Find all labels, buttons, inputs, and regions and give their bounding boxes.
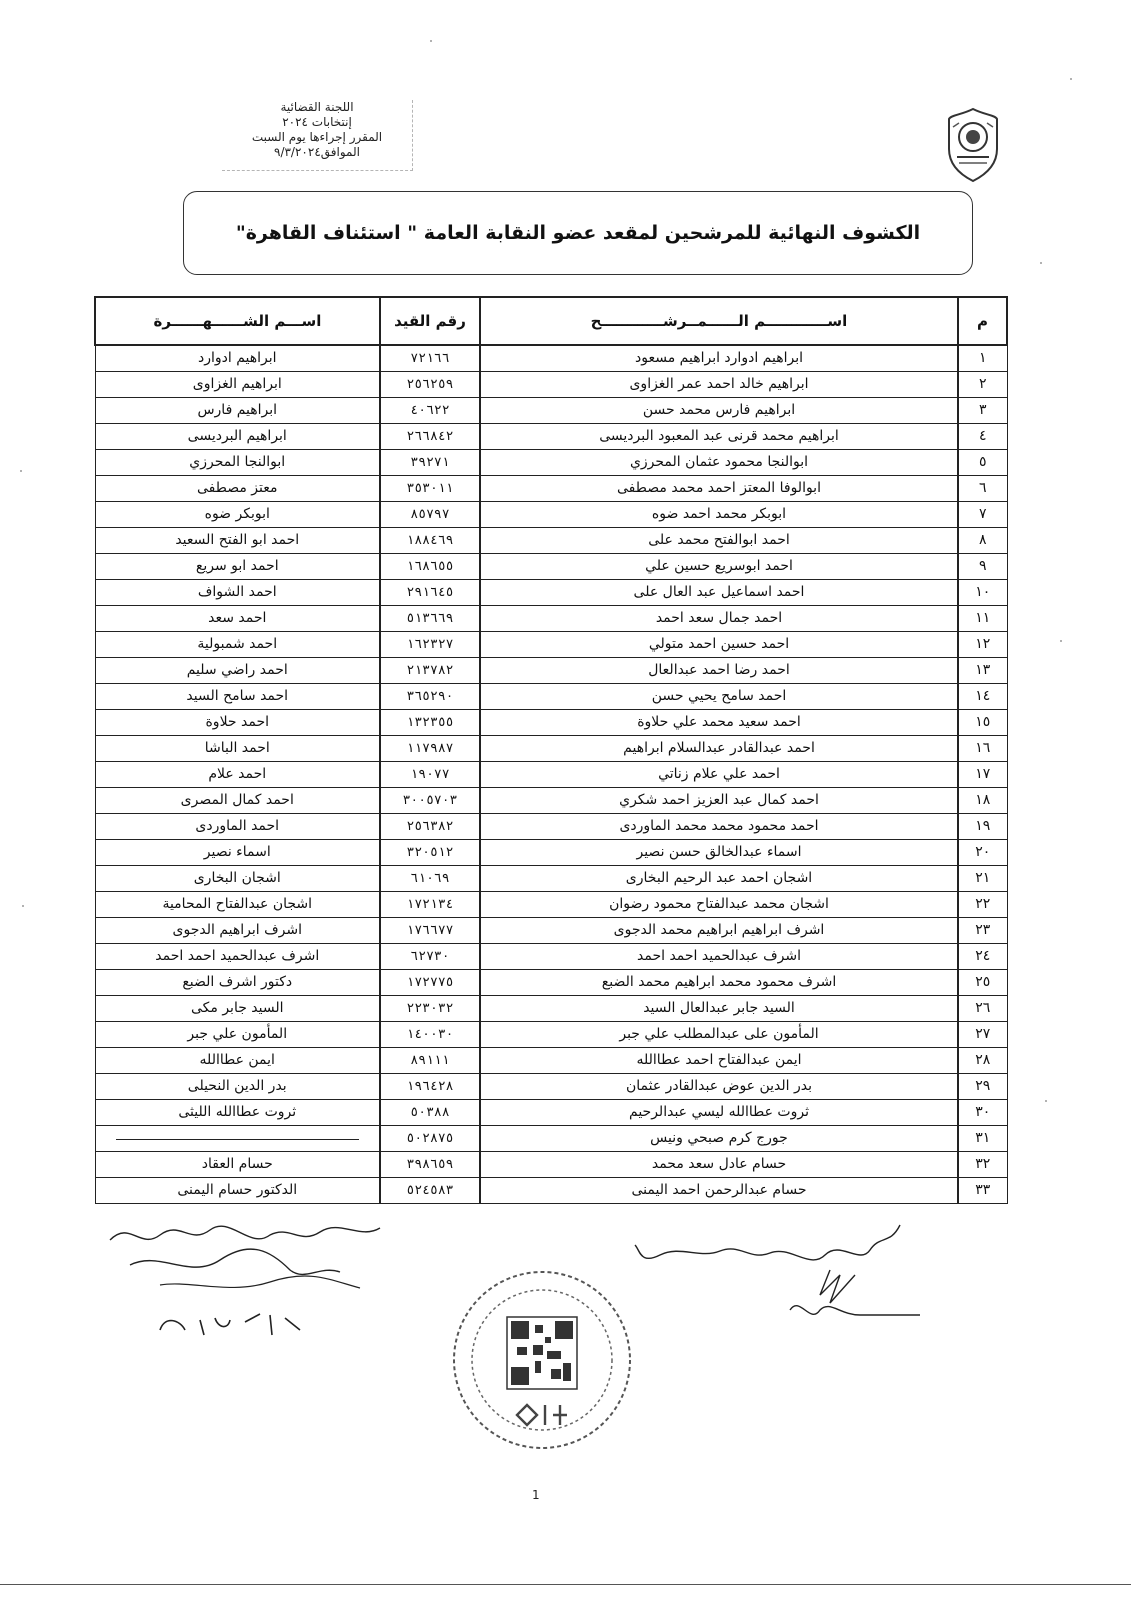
row-number: ٦ xyxy=(958,475,1007,501)
table-row xyxy=(95,449,1007,475)
known-as-name: اشرف عبدالحميد احمد احمد xyxy=(95,943,380,969)
candidate-name: احمد ابوسريع حسين علي xyxy=(480,553,958,579)
known-as-name: احمد سامح السيد xyxy=(95,683,380,709)
candidate-name: السيد جابر عبدالعال السيد xyxy=(480,995,958,1021)
known-as-name: احمد الباشا xyxy=(95,735,380,761)
registration-number: ٨٥٧٩٧ xyxy=(380,501,480,527)
registration-number: ٧٢١٦٦ xyxy=(380,345,480,371)
row-number: ١٢ xyxy=(958,631,1007,657)
known-as-name: اسماء نصير xyxy=(95,839,380,865)
known-as-name: معتز مصطفى xyxy=(95,475,380,501)
registration-number: ٢٦٦٨٤٢ xyxy=(380,423,480,449)
table-header-row xyxy=(95,297,1007,345)
known-as-name: احمد كمال المصرى xyxy=(95,787,380,813)
known-as-name: احمد علام xyxy=(95,761,380,787)
candidate-name: جورج كرم صبحي ونيس xyxy=(480,1125,958,1151)
row-number: ٩ xyxy=(958,553,1007,579)
registration-number: ٣٠٠٥٧٠٣ xyxy=(380,787,480,813)
syndicate-emblem-icon xyxy=(945,105,1001,183)
row-number: ٤ xyxy=(958,423,1007,449)
registration-number: ١٦٢٣٢٧ xyxy=(380,631,480,657)
registration-number: ١٨٨٤٦٩ xyxy=(380,527,480,553)
committee-head-signature-icon xyxy=(100,1210,430,1350)
registration-number: ٢٢٣٠٣٢ xyxy=(380,995,480,1021)
row-number: ٢١ xyxy=(958,865,1007,891)
registration-number: ٤٠٦٢٢ xyxy=(380,397,480,423)
header-registration-number: رقم القيد xyxy=(380,297,480,345)
candidate-name: ابراهيم محمد قرنى عبد المعبود البرديسى xyxy=(480,423,958,449)
candidate-name: المأمون على عبدالمطلب علي جبر xyxy=(480,1021,958,1047)
registration-number: ٦١٠٦٩ xyxy=(380,865,480,891)
registration-number: ١٦٨٦٥٥ xyxy=(380,553,480,579)
table-row xyxy=(95,605,1007,631)
row-number: ٢٤ xyxy=(958,943,1007,969)
candidate-name: احمد سامح يحيي حسن xyxy=(480,683,958,709)
candidate-name: ثروت عطاالله ليسي عبدالرحيم xyxy=(480,1099,958,1125)
table-row xyxy=(95,1151,1007,1177)
scan-speck xyxy=(22,905,24,907)
committee-info xyxy=(222,100,413,171)
committee-line: إنتخابات ٢٠٢٤ xyxy=(282,115,352,129)
registration-number: ٢١٣٧٨٢ xyxy=(380,657,480,683)
known-as-name: اشرف ابراهيم الدجوى xyxy=(95,917,380,943)
registration-number: ٣٢٠٥١٢ xyxy=(380,839,480,865)
committee-line: المقرر إجراءها يوم السبت xyxy=(251,130,383,144)
scan-speck xyxy=(430,40,432,42)
row-number: ٢٣ xyxy=(958,917,1007,943)
committee-line: الموافق٩/٣/٢٠٢٤ xyxy=(274,145,360,159)
page-title: الكشوف النهائية للمرشحين لمقعد عضو النقابة العامة " استئناف القاهرة" xyxy=(235,222,921,244)
row-number: ٢٨ xyxy=(958,1047,1007,1073)
known-as-name: احمد الشواف xyxy=(95,579,380,605)
known-as-name: اشجان البخارى xyxy=(95,865,380,891)
registration-number: ٨٩١١١ xyxy=(380,1047,480,1073)
candidate-name: حسام عبدالرحمن احمد اليمنى xyxy=(480,1177,958,1203)
table-row xyxy=(95,891,1007,917)
registration-number: ٣٩٢٧١ xyxy=(380,449,480,475)
table-row xyxy=(95,839,1007,865)
known-as-name: ابراهيم البرديسى xyxy=(95,423,380,449)
table-row xyxy=(95,813,1007,839)
registration-number: ٥٠٢٨٧٥ xyxy=(380,1125,480,1151)
candidate-name: احمد جمال سعد احمد xyxy=(480,605,958,631)
candidate-name: ابراهيم فارس محمد حسن xyxy=(480,397,958,423)
row-number: ٢٢ xyxy=(958,891,1007,917)
registration-number: ٦٢٧٣٠ xyxy=(380,943,480,969)
candidate-name: اشجان احمد عبد الرحيم البخارى xyxy=(480,865,958,891)
registration-number: ٢٥٦٣٨٢ xyxy=(380,813,480,839)
registration-number: ١٧٢٧٧٥ xyxy=(380,969,480,995)
row-number: ١٣ xyxy=(958,657,1007,683)
row-number: ١٩ xyxy=(958,813,1007,839)
row-number: ٢٦ xyxy=(958,995,1007,1021)
row-number: ٢٩ xyxy=(958,1073,1007,1099)
candidate-name: احمد حسين احمد متولي xyxy=(480,631,958,657)
known-as-name: السيد جابر مكى xyxy=(95,995,380,1021)
registration-number: ٢٥٦٢٥٩ xyxy=(380,371,480,397)
table-row xyxy=(95,787,1007,813)
registration-number: ١١٧٩٨٧ xyxy=(380,735,480,761)
registration-number: ١٩٦٤٢٨ xyxy=(380,1073,480,1099)
known-as-name: دكتور اشرف الضبع xyxy=(95,969,380,995)
known-as-name: احمد راضي سليم xyxy=(95,657,380,683)
row-number: ٢ xyxy=(958,371,1007,397)
committee-members-signature-icon xyxy=(630,1215,930,1345)
table-row xyxy=(95,371,1007,397)
candidate-name: احمد ابوالفتح محمد على xyxy=(480,527,958,553)
candidate-name: ابوالوفا المعتز احمد محمد مصطفى xyxy=(480,475,958,501)
row-number: ١٠ xyxy=(958,579,1007,605)
candidate-name: ابوبكر محمد احمد ضوه xyxy=(480,501,958,527)
candidate-name: ابوالنجا محمود عثمان المحرزي xyxy=(480,449,958,475)
candidates-table xyxy=(94,296,1008,1204)
header-known-as: اســـم الشــــــهــــــرة xyxy=(95,297,380,345)
candidate-name: اشرف محمود محمد ابراهيم محمد الضبع xyxy=(480,969,958,995)
registration-number: ٣٦٥٢٩٠ xyxy=(380,683,480,709)
page-number: 1 xyxy=(532,1488,540,1502)
registration-number: ١٤٠٠٣٠ xyxy=(380,1021,480,1047)
table-row xyxy=(95,1047,1007,1073)
table-row xyxy=(95,527,1007,553)
candidate-name: بدر الدين عوض عبدالقادر عثمان xyxy=(480,1073,958,1099)
registration-number: ٣٥٣٠١١ xyxy=(380,475,480,501)
table-row xyxy=(95,1177,1007,1203)
candidate-name: احمد رضا احمد عبدالعال xyxy=(480,657,958,683)
candidate-name: احمد سعيد محمد علي حلاوة xyxy=(480,709,958,735)
known-as-name: احمد ابو سريع xyxy=(95,553,380,579)
table-row xyxy=(95,735,1007,761)
candidate-name: احمد كمال عبد العزيز احمد شكري xyxy=(480,787,958,813)
known-as-name: ابراهيم ادوارد xyxy=(95,345,380,371)
candidate-name: احمد اسماعيل عبد العال على xyxy=(480,579,958,605)
registration-number: ١٩٠٧٧ xyxy=(380,761,480,787)
candidate-name: احمد عبدالقادر عبدالسلام ابراهيم xyxy=(480,735,958,761)
registration-number: ١٣٢٣٥٥ xyxy=(380,709,480,735)
known-as-name: ايمن عطاالله xyxy=(95,1047,380,1073)
known-as-name: احمد سعد xyxy=(95,605,380,631)
committee-line: اللجنة القضائية xyxy=(280,100,354,114)
row-number: ١ xyxy=(958,345,1007,371)
row-number: ١١ xyxy=(958,605,1007,631)
scan-speck xyxy=(1040,262,1042,264)
row-number: ١٥ xyxy=(958,709,1007,735)
table-row xyxy=(95,345,1007,371)
registration-number: ٥١٣٦٦٩ xyxy=(380,605,480,631)
row-number: ١٧ xyxy=(958,761,1007,787)
table-row xyxy=(95,397,1007,423)
registration-number: ٣٩٨٦٥٩ xyxy=(380,1151,480,1177)
candidate-name: ايمن عبدالفتاح احمد عطاالله xyxy=(480,1047,958,1073)
known-as-name: ثروت عطاالله الليثى xyxy=(95,1099,380,1125)
known-as-name: ابوالنجا المحرزي xyxy=(95,449,380,475)
registration-number: ١٧٢١٣٤ xyxy=(380,891,480,917)
blank-dash xyxy=(116,1139,360,1140)
known-as-name: اشجان عبدالفتاح المحامية xyxy=(95,891,380,917)
table-row xyxy=(95,579,1007,605)
row-number: ١٤ xyxy=(958,683,1007,709)
row-number: ٢٧ xyxy=(958,1021,1007,1047)
table-row xyxy=(95,865,1007,891)
table-row xyxy=(95,969,1007,995)
table-body xyxy=(95,345,1007,1203)
row-number: ٢٠ xyxy=(958,839,1007,865)
registration-number: ٢٩١٦٤٥ xyxy=(380,579,480,605)
table-row xyxy=(95,917,1007,943)
table-row xyxy=(95,553,1007,579)
candidate-name: اشرف ابراهيم ابراهيم محمد الدجوى xyxy=(480,917,958,943)
candidate-name: اسماء عبدالخالق حسن نصير xyxy=(480,839,958,865)
registration-number: ٥٠٣٨٨ xyxy=(380,1099,480,1125)
known-as-name: ابراهيم فارس xyxy=(95,397,380,423)
table-row xyxy=(95,761,1007,787)
registration-number: ١٧٦٦٧٧ xyxy=(380,917,480,943)
table-row xyxy=(95,709,1007,735)
row-number: ٣٣ xyxy=(958,1177,1007,1203)
known-as-name: احمد ابو الفتح السعيد xyxy=(95,527,380,553)
candidate-name: احمد علي علام زناتي xyxy=(480,761,958,787)
known-as-name: الدكتور حسام اليمنى xyxy=(95,1177,380,1203)
table-row xyxy=(95,1073,1007,1099)
header-candidate-name: اســــــــــــم الــــــمــرشــــــــــــح xyxy=(480,297,958,345)
title-box xyxy=(183,191,973,275)
row-number: ٣ xyxy=(958,397,1007,423)
table-row xyxy=(95,1125,1007,1151)
registration-number: ٥٢٤٥٨٣ xyxy=(380,1177,480,1203)
table-row xyxy=(95,657,1007,683)
known-as-name: ابوبكر ضوه xyxy=(95,501,380,527)
known-as-name: ابراهيم الغزاوى xyxy=(95,371,380,397)
row-number: ٣٠ xyxy=(958,1099,1007,1125)
table-row xyxy=(95,995,1007,1021)
candidate-name: حسام عادل سعد محمد xyxy=(480,1151,958,1177)
row-number: ١٦ xyxy=(958,735,1007,761)
header-number: م xyxy=(958,297,1007,345)
official-stamp-icon xyxy=(447,1265,637,1455)
bottom-border xyxy=(0,1584,1131,1585)
row-number: ٥ xyxy=(958,449,1007,475)
row-number: ٢٥ xyxy=(958,969,1007,995)
scan-speck xyxy=(1070,78,1072,80)
table-row xyxy=(95,631,1007,657)
row-number: ٣٢ xyxy=(958,1151,1007,1177)
known-as-name: حسام العقاد xyxy=(95,1151,380,1177)
row-number: ٣١ xyxy=(958,1125,1007,1151)
known-as-name: احمد الماوردى xyxy=(95,813,380,839)
table-row xyxy=(95,475,1007,501)
candidate-name: ابراهيم ادوارد ابراهيم مسعود xyxy=(480,345,958,371)
table-row xyxy=(95,1099,1007,1125)
known-as-name: بدر الدين النحيلى xyxy=(95,1073,380,1099)
candidate-name: ابراهيم خالد احمد عمر الغزاوى xyxy=(480,371,958,397)
table-row xyxy=(95,1021,1007,1047)
scan-speck xyxy=(20,470,22,472)
candidate-name: اشجان محمد عبدالفتاح محمود رضوان xyxy=(480,891,958,917)
table-row xyxy=(95,683,1007,709)
row-number: ٨ xyxy=(958,527,1007,553)
scan-speck xyxy=(1045,1100,1047,1102)
candidate-name: احمد محمود محمد محمد الماوردى xyxy=(480,813,958,839)
known-as-name: احمد حلاوة xyxy=(95,709,380,735)
row-number: ٧ xyxy=(958,501,1007,527)
candidate-name: اشرف عبدالحميد احمد احمد xyxy=(480,943,958,969)
known-as-name: المأمون علي جبر xyxy=(95,1021,380,1047)
known-as-name: احمد شمبولية xyxy=(95,631,380,657)
table-row xyxy=(95,501,1007,527)
table-row xyxy=(95,423,1007,449)
row-number: ١٨ xyxy=(958,787,1007,813)
table-row xyxy=(95,943,1007,969)
scan-speck xyxy=(1060,640,1062,642)
known-as-name xyxy=(95,1125,380,1151)
